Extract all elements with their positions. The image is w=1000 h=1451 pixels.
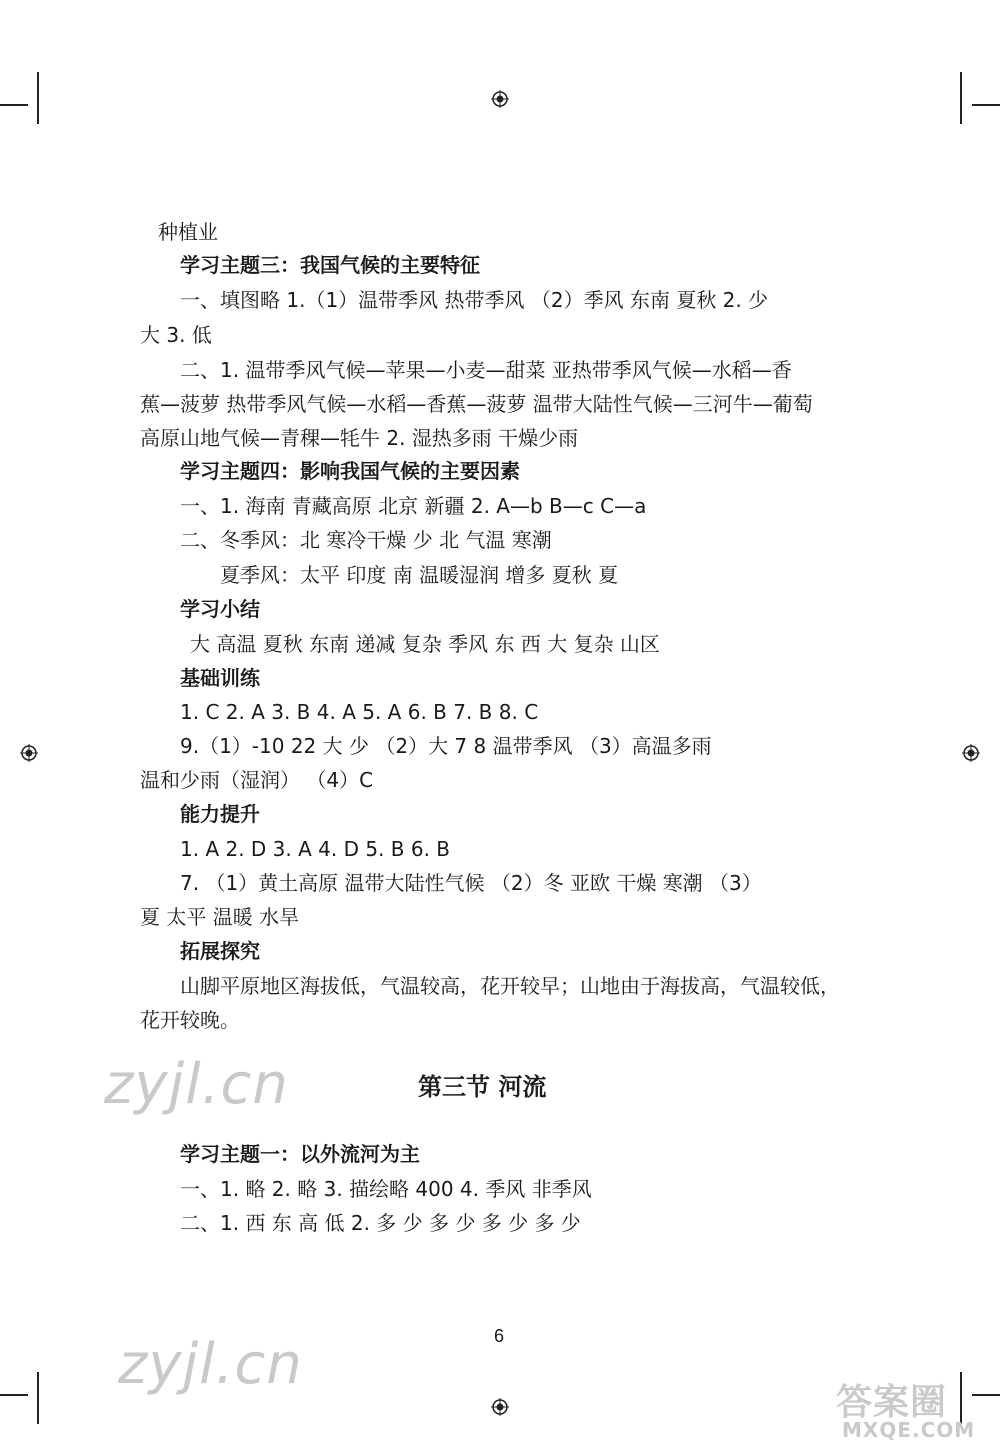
text-line: 7. （1）黄土高原 温带大陆性气候 （2）冬 亚欧 干燥 寒潮 （3） bbox=[180, 871, 762, 895]
crop-mark bbox=[37, 1372, 39, 1424]
section-heading: 学习小结 bbox=[180, 597, 260, 621]
section-heading: 学习主题四：影响我国气候的主要因素 bbox=[180, 459, 520, 483]
text-line: 1. A 2. D 3. A 4. D 5. B 6. B bbox=[180, 837, 451, 861]
text-line: 花开较晚。 bbox=[140, 1008, 240, 1032]
text-line: 高原山地气候—青稞—牦牛 2. 湿热多雨 干燥少雨 bbox=[140, 426, 579, 450]
section-heading: 学习主题一：以外流河为主 bbox=[180, 1142, 420, 1166]
text-line: 夏 太平 温暖 水旱 bbox=[140, 905, 300, 929]
crop-mark bbox=[960, 1372, 962, 1424]
crop-mark bbox=[0, 104, 28, 106]
text-line: 山脚平原地区海拔低，气温较高，花开较早；山地由于海拔高，气温较低， bbox=[180, 974, 840, 998]
registration-mark-icon bbox=[962, 744, 980, 762]
text-line: 大 3. 低 bbox=[140, 323, 212, 347]
text-line: 种植业 bbox=[158, 220, 218, 244]
page-number: 6 bbox=[494, 1326, 505, 1346]
crop-mark bbox=[960, 72, 962, 124]
crop-mark bbox=[0, 1394, 28, 1396]
text-line: 一、1. 海南 青藏高原 北京 新疆 2. A—b B—c C—a bbox=[180, 494, 647, 518]
text-line: 1. C 2. A 3. B 4. A 5. A 6. B 7. B 8. C bbox=[180, 700, 539, 724]
watermark-logo: 答案圈 bbox=[836, 1382, 948, 1423]
registration-mark-icon bbox=[20, 744, 38, 762]
section-heading: 学习主题三：我国气候的主要特征 bbox=[180, 253, 480, 277]
text-line: 蕉—菠萝 热带季风气候—水稻—香蕉—菠萝 温带大陆性气候—三河牛—葡萄 bbox=[140, 392, 813, 416]
text-line: 夏季风：太平 印度 南 温暖湿润 增多 夏秋 夏 bbox=[220, 563, 619, 587]
text-line: 二、冬季风：北 寒冷干燥 少 北 气温 寒潮 bbox=[180, 528, 552, 552]
text-line: 温和少雨（湿润） （4）C bbox=[140, 768, 374, 792]
watermark-logo: zyjl.cn bbox=[118, 1332, 303, 1397]
watermark-logo: zyjl.cn bbox=[104, 1052, 289, 1117]
text-line: 一、填图略 1.（1）温带季风 热带季风 （2）季风 东南 夏秋 2. 少 bbox=[180, 288, 769, 312]
watermark-logo: MXQE.COM bbox=[842, 1418, 976, 1442]
section-heading: 基础训练 bbox=[180, 666, 260, 690]
text-line: 9.（1）-10 22 大 少 （2）大 7 8 温带季风 （3）高温多雨 bbox=[180, 734, 712, 758]
text-line: 二、1. 西 东 高 低 2. 多 少 多 少 多 少 多 少 bbox=[180, 1211, 581, 1235]
registration-mark-icon bbox=[491, 90, 509, 108]
text-line: 二、1. 温带季风气候—苹果—小麦—甜菜 亚热带季风气候—水稻—香 bbox=[180, 358, 792, 382]
crop-mark bbox=[37, 72, 39, 124]
registration-mark-icon bbox=[491, 1398, 509, 1416]
text-line: 一、1. 略 2. 略 3. 描绘略 400 4. 季风 非季风 bbox=[180, 1177, 592, 1201]
crop-mark bbox=[972, 104, 1000, 106]
section-heading: 拓展探究 bbox=[180, 939, 260, 963]
section-heading: 能力提升 bbox=[180, 802, 260, 826]
chapter-title: 第三节 河流 bbox=[418, 1073, 547, 1101]
crop-mark bbox=[972, 1394, 1000, 1396]
text-line: 大 高温 夏秋 东南 递减 复杂 季风 东 西 大 复杂 山区 bbox=[190, 632, 660, 656]
